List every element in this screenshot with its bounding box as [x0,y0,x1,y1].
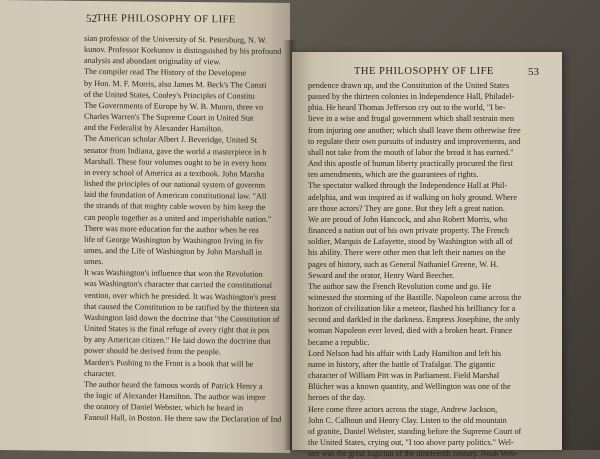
left-page-number: 52 [86,12,97,26]
text-line: John C. Calhoun and Henry Clay. Listen to the old mountain [308,415,507,425]
left-page [0,0,290,453]
text-line: The author heard the famous words of Patrick Henry a [84,379,263,391]
text-line: of the United States, Cooley's Principles of Constitu [84,89,255,101]
text-line: And this apostle of human liberty practically procured the first [308,159,513,169]
text-line: pages of history, such as General Nathaniel Greene, W. H. [308,259,499,269]
text-line: adelphia, and was inspired as if walking on holy ground. Where [308,192,518,202]
text-line: heroes of the day. [308,393,366,403]
text-line: The Governments of Europe by W. B. Munro, three vo [84,100,264,112]
text-line: his ability. There were other men that left their names on the [308,248,506,258]
text-line: There was more education for the author when he rea [84,223,259,235]
text-line: horizon of civilization like a meteor, flashed his brilliancy for a [308,304,516,314]
text-line: by Hon. M. F. Morris, also James M. Beck's The Consti [84,78,267,90]
text-line: Here come three actors across the stage, Andrew Jackson, [308,404,498,414]
text-line: Marden's Pushing to the Front is a book that will be [84,357,254,369]
text-line: lished the principles of our national system of governm [84,178,265,190]
text-line: from injuring one another; which shall leave them otherwise free [308,125,521,135]
text-line: the oratory of Daniel Webster, which he heard in [84,402,244,413]
text-line: and the Federalist by Alexander Hamilton. [84,123,224,134]
text-line: pendence drawn up, and the Constitution of the United States [308,81,510,90]
text-line: financed a nation out of his own private property. The French [308,226,509,236]
right-running-head: THE PHILOSOPHY OF LIFE [354,66,494,77]
text-line: in every school of America as a textbook. John Marsha [84,167,265,179]
text-line: can people together as a united and imperishable nation." [84,212,272,224]
text-line: the strands of that mighty cable woven by him keep the [84,201,266,213]
right-page-number: 53 [528,66,539,78]
text-line: We are proud of John Hancock, and also Robert Morris, who [308,214,508,224]
text-line: to regulate their own pursuits of industry and improvements, and [308,136,521,146]
text-line: senator from Indiana, gave the world a masterpiece in h [84,145,267,157]
text-line: woman Napoleon ever loved, died with a broken heart. France [308,326,513,336]
text-line: life of George Washington by Washington Irving in fiv [84,234,264,246]
text-line: became a republic. [308,337,370,347]
text-line: vention, over which he presided. It was Washington's prest [84,290,277,302]
text-line: Charles Warren's The Supreme Court in United Stat [84,111,254,123]
text-line: Marshall. These four volumes ought to be in every hom [84,156,267,168]
text-line: shall not take from the mouth of labor the bread it has earned." [308,147,514,157]
text-line: passed by the thirteen colonies in Independence Hall, Philadel- [308,92,515,102]
text-line: second and darkled in the darkness. Empress Josephine, the only [308,315,520,325]
text-line: laid the foundation of American constitutional law. "All [84,190,267,201]
text-line: umes, and the Life of Washington by John Marshall in [84,245,262,257]
text-line: character of William Pitt was in Parliament. Field Marshal [308,371,500,381]
text-line: the United States, crying out, "I too above party politics." Wel- [308,438,514,447]
text-line: the logic of Alexander Hamilton. The author was impre [84,390,266,402]
text-line: sian professor of the University of St. Petersburg, N. W. [84,33,267,45]
text-line: Washington laid down the doctrine that "the Constitution of [84,312,280,324]
left-running-head: THE PHILOSOPHY OF LIFE [96,13,236,26]
text-line: lieve in a wise and frugal government which shall restrain men [308,114,514,124]
text-line: ster was the great logician of the nineteenth century. Noah Web- [308,449,518,459]
right-page-text [308,80,552,459]
text-line: umes. [84,257,104,267]
text-line: ten amendments, which are the guarantees of rights. [308,170,479,180]
text-line: character. [84,368,116,378]
text-line: was Washington's character that carried the constitutional [84,279,273,291]
text-line: power should be derived from the people. [84,346,221,357]
text-line: by any American citizen." He laid down the doctrine that [84,335,271,347]
text-line: kunov. Professor Korkunov is distinguished by his profound [84,45,282,57]
text-line: The American scholar Albert J. Beveridge, United St [84,134,258,146]
text-line: United States is the final refuge of every right that is pos [84,323,270,335]
text-line: phia. He heard Thomas Jefferson cry out to the world, "I be- [308,103,506,113]
text-line: It was Washington's influence that won the Revolution [84,268,263,280]
text-line: soldier, Marquis de Lafayette, stood by Washington with all of [308,237,513,247]
text-line: Lord Nelson had his affair with Lady Hamilton and left his [308,348,502,358]
text-line: of granite, Daniel Webster, standing before the Supreme Court of [308,426,522,436]
text-line: Faneuil Hall, in Boston. He there saw the Declaration of Ind [84,413,282,425]
text-line: The author saw the French Revolution come and go. He [308,281,492,291]
right-page [292,52,562,459]
left-page-text [84,33,284,426]
text-line: are those actors? They are gone. But they left a great nation. [308,203,505,213]
text-line: that caused the Constitution to be ratified by the thirteen sta [84,301,280,313]
text-line: The spectator walked through the Independence Hall at Phil- [308,181,508,191]
text-line: analysis and abundant originality of view. [84,56,221,67]
text-line: witnessed the storming of the Bastille. Napoleon came across the [308,292,522,302]
text-line: Seward and the orator, Henry Ward Beecher. [308,270,455,280]
text-line: name in history, after the battle of Trafalgar. The gigantic [308,359,496,369]
text-line: Blücher was a known quantity, and Wellington was one of the [308,382,511,392]
text-line: The compiler read The History of the Developme [84,67,246,79]
